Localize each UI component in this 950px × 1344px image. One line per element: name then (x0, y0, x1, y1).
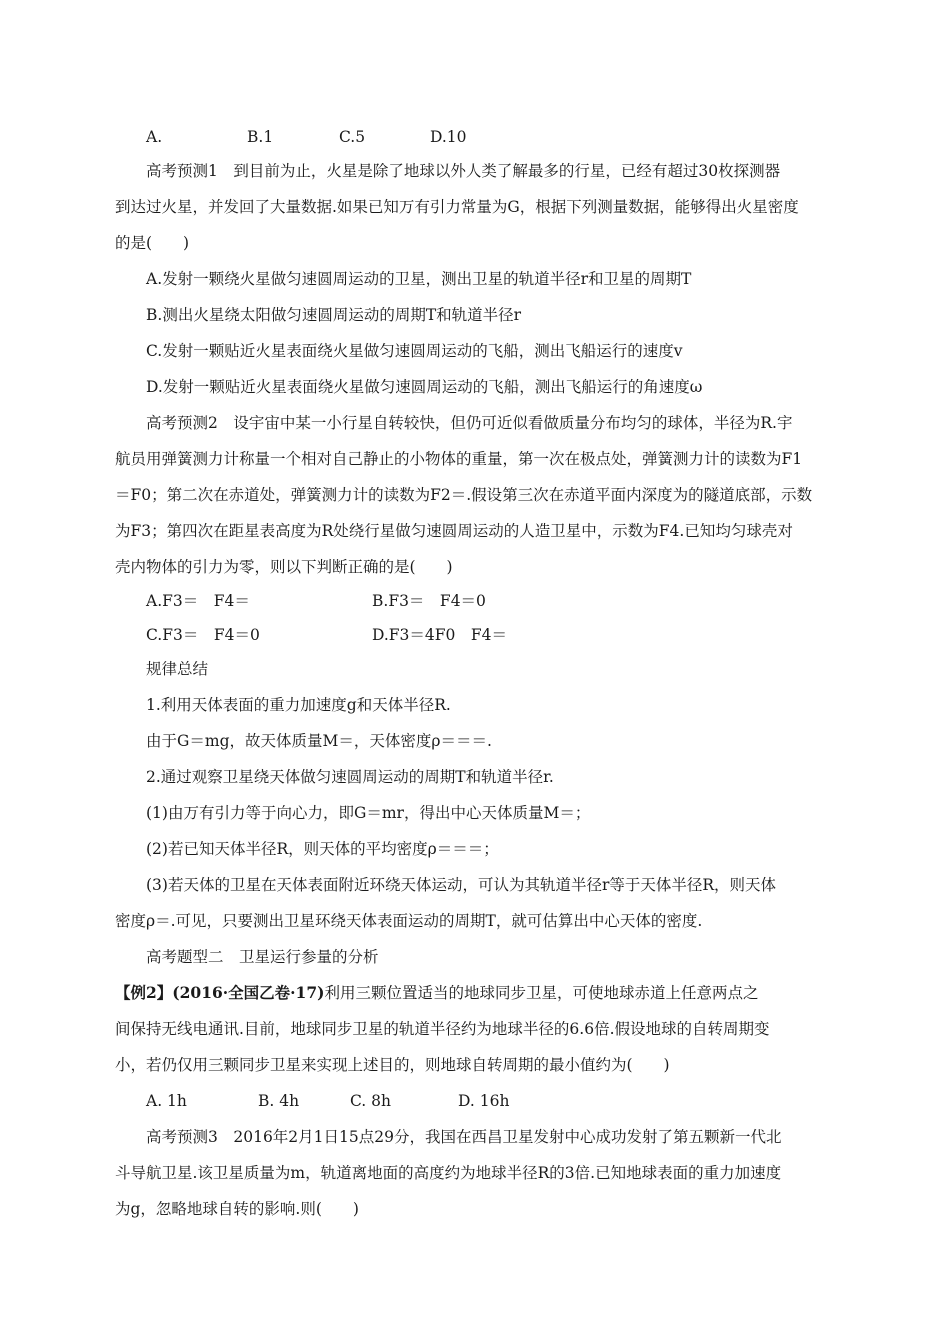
summary-heading: 规律总结 (146, 660, 209, 678)
prediction-3-line-1: 高考预测3 2016年2月1日15点29分，我国在西昌卫星发射中心成功发射了第五颗新一代北 (146, 1128, 782, 1146)
example-2-label: 【例2】(2016·全国乙卷·17) (115, 983, 325, 1002)
summary-point-2: 2.通过观察卫星绕天体做匀速圆周运动的周期T和轨道半径r. (146, 768, 554, 786)
option-b-top: B.1 (247, 128, 274, 146)
prediction-1-line-3: 的是( ) (115, 234, 190, 252)
option-c-top: C.5 (339, 128, 366, 146)
option-a-top: A. (146, 128, 163, 146)
example-2-option-b: B. 4h (258, 1092, 300, 1110)
prediction-1-option-d: D.发射一颗贴近火星表面绕火星做匀速圆周运动的飞船，测出飞船运行的角速度ω (146, 378, 703, 396)
example-2-option-c: C. 8h (350, 1092, 392, 1110)
example-2-option-d: D. 16h (458, 1092, 510, 1110)
summary-point-1-formula: 由于G＝mg，故天体质量M＝，天体密度ρ＝＝＝. (146, 732, 492, 750)
option-d-top: D.10 (430, 128, 467, 146)
prediction-1-option-b: B.测出火星绕太阳做匀速圆周运动的周期T和轨道半径r (146, 306, 522, 324)
example-2-option-a: A. 1h (146, 1092, 187, 1110)
prediction-1-line-2: 到达过火星，并发回了大量数据.如果已知万有引力常量为G，根据下列测量数据，能够得出火星密度 (115, 198, 799, 216)
example-2-line-2: 间保持无线电通讯.目前，地球同步卫星的轨道半径约为地球半径的6.6倍.假设地球的自转周期变 (115, 1020, 770, 1038)
prediction-2-option-b: B.F3＝ F4＝0 (372, 592, 486, 610)
summary-point-2-sub-2: (2)若已知天体半径R，则天体的平均密度ρ＝＝＝； (146, 840, 499, 858)
summary-point-1: 1.利用天体表面的重力加速度g和天体半径R. (146, 696, 451, 714)
example-2-text: 利用三颗位置适当的地球同步卫星，可使地球赤道上任意两点之 (324, 984, 759, 1002)
prediction-2-line-5: 壳内物体的引力为零，则以下判断正确的是( ) (115, 558, 453, 576)
section-heading: 高考题型二 卫星运行参量的分析 (146, 948, 379, 966)
prediction-1-line-1: 高考预测1 到目前为止，火星是除了地球以外人类了解最多的行星，已经有超过30枚探测器 (146, 162, 781, 180)
prediction-2-option-c: C.F3＝ F4＝0 (146, 626, 260, 644)
prediction-2-option-a: A.F3＝ F4＝ (146, 592, 250, 610)
summary-point-2-sub-3-cont: 密度ρ＝.可见，只要测出卫星环绕天体表面运动的周期T，就可估算出中心天体的密度. (115, 912, 703, 930)
summary-point-2-sub-1: (1)由万有引力等于向心力，即G＝mr，得出中心天体质量M＝； (146, 804, 591, 822)
prediction-3-line-3: 为g，忽略地球自转的影响.则( ) (115, 1200, 359, 1218)
example-2-line-3: 小，若仍仅用三颗同步卫星来实现上述目的，则地球自转周期的最小值约为( ) (115, 1056, 670, 1074)
prediction-2-line-2: 航员用弹簧测力计称量一个相对自己静止的小物体的重量，第一次在极点处，弹簧测力计的读数为F1 (115, 450, 803, 468)
prediction-1-option-a: A.发射一颗绕火星做匀速圆周运动的卫星，测出卫星的轨道半径r和卫星的周期T (146, 270, 692, 288)
prediction-2-line-3: ＝F0；第二次在赤道处，弹簧测力计的读数为F2＝.假设第三次在赤道平面内深度为的隧道底部，示数 (115, 486, 813, 504)
prediction-1-option-c: C.发射一颗贴近火星表面绕火星做匀速圆周运动的飞船，测出飞船运行的速度v (146, 342, 683, 360)
prediction-2-line-4: 为F3；第四次在距星表高度为R处绕行星做匀速圆周运动的人造卫星中，示数为F4.已知均匀球壳对 (115, 522, 793, 540)
prediction-2-option-d: D.F3＝4F0 F4＝ (372, 626, 508, 644)
summary-point-2-sub-3: (3)若天体的卫星在天体表面附近环绕天体运动，可认为其轨道半径r等于天体半径R，则天体 (146, 876, 777, 894)
prediction-3-line-2: 斗导航卫星.该卫星质量为m，轨道离地面的高度约为地球半径R的3倍.已知地球表面的重力加速度 (115, 1164, 782, 1182)
prediction-2-line-1: 高考预测2 设宇宙中某一小行星自转较快，但仍可近似看做质量分布均匀的球体，半径为R.宇 (146, 414, 793, 432)
example-2-line-1 (115, 982, 845, 1004)
